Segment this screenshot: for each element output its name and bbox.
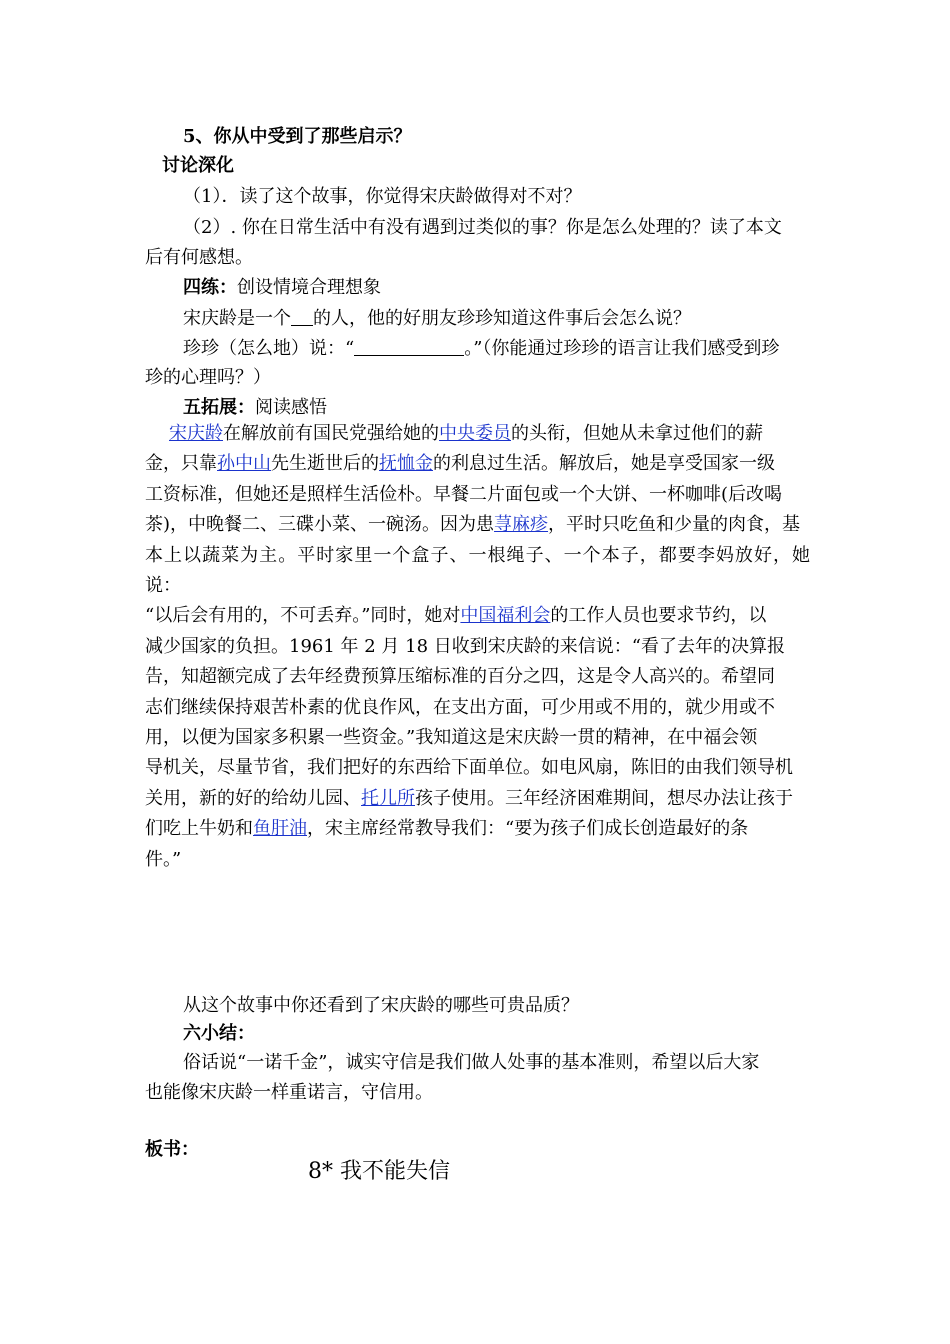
- link-china-welfare[interactable]: 中国福利会: [460, 605, 551, 627]
- expand-label: 五拓展：: [183, 397, 255, 418]
- discuss-question-2: （2）. 你在日常生活中有没有遇到过类似的事？你是怎么处理的？读了本文: [183, 217, 782, 238]
- link-song-qingling[interactable]: 宋庆龄: [169, 423, 223, 444]
- zhenzhen-line: 珍珍（怎么地）说：“ 。”（你能通过珍珍的语言让我们感受到珍: [183, 335, 853, 362]
- expand-line: [183, 395, 853, 421]
- zhenzhen-line-cont: 珍的心理吗？）: [145, 367, 271, 388]
- reading-line: 们吃上牛奶和鱼肝油，宋主席经常教导我们：“要为孩子们成长创造最好的条: [145, 818, 749, 840]
- reading-passage: [145, 419, 810, 875]
- fill-blank-long[interactable]: [354, 335, 464, 356]
- link-central-committee[interactable]: 中央委员: [439, 423, 511, 444]
- practice-line: [183, 275, 853, 301]
- expand-text: 阅读感悟: [255, 397, 327, 418]
- discuss-heading: 讨论深化: [162, 155, 234, 176]
- link-cod-liver-oil[interactable]: 鱼肝油: [253, 818, 307, 840]
- reading-line: 用，以便为国家多积累一些资金。”我知道这是宋庆龄一贯的精神，在中福会领: [145, 727, 758, 749]
- reading-line: 志们继续保持艰苦朴素的优良作风，在支出方面，可少用或不用的，就少用或不: [145, 696, 775, 718]
- reading-line: 宋庆龄在解放前有国民党强给她的中央委员的头衔，但她从未拿过他们的薪: [169, 423, 763, 444]
- link-pension[interactable]: 抚恤金: [379, 453, 433, 475]
- discuss-question-2-cont: 后有何感想。: [145, 247, 253, 268]
- reading-line: 关用，新的好的给幼儿园、托儿所孩子使用。三年经济困难期间，想尽办法让孩于: [145, 787, 793, 809]
- board-label: 板书：: [145, 1139, 199, 1160]
- question-5: 5、你从中受到了那些启示？: [183, 126, 412, 147]
- practice-label: 四练：: [183, 277, 237, 298]
- summary-label: 六小结：: [183, 1023, 255, 1044]
- discuss-question-1: （1）．读了这个故事，你觉得宋庆龄做得对不对？: [183, 186, 582, 207]
- reading-line: 告，知超额完成了去年经费预算压缩标准的百分之四，这是令人高兴的。希望同: [145, 666, 775, 688]
- reading-line: 工资标准，但她还是照样生活俭朴。早餐二片面包或一个大饼、一杯咖啡(后改喝: [145, 483, 783, 505]
- reading-line: 茶)，中晚餐二、三碟小菜、一碗汤。因为患荨麻疹，平时只吃鱼和少量的肉食，基: [145, 514, 801, 536]
- reading-line: 减少国家的负担。1961 年 2 月 18 日收到宋庆龄的来信说：“看了去年的决算报: [145, 635, 785, 657]
- link-nursery[interactable]: 托儿所: [361, 787, 415, 809]
- board-title: 8* 我不能失信: [308, 1159, 450, 1184]
- summary-text-cont: 也能像宋庆龄一样重诺言，守信用。: [145, 1082, 433, 1103]
- link-urticaria[interactable]: 荨麻疹: [494, 514, 549, 536]
- link-sun-yatsen[interactable]: 孙中山: [217, 453, 271, 475]
- reading-line: “以后会有用的，不可丢弃。”同时，她对中国福利会的工作人员也要求节约，以: [145, 605, 767, 627]
- practice-question: 宋庆龄是一个 的人，他的好朋友珍珍知道这件事后会怎么说？: [183, 305, 853, 332]
- fill-blank-short[interactable]: [291, 305, 313, 326]
- reading-line: 本上以蔬菜为主。平时家里一个盒子、一根绳子、一个本子，都要李妈放好，她说：: [145, 544, 810, 597]
- practice-text: 创设情境合理想象: [237, 277, 381, 298]
- reading-line: 件。”: [145, 848, 182, 870]
- quality-question: 从这个故事中你还看到了宋庆龄的哪些可贵品质？: [183, 995, 579, 1016]
- summary-text: 俗话说“一诺千金”，诚实守信是我们做人处事的基本准则，希望以后大家: [183, 1052, 760, 1073]
- reading-line: 导机关，尽量节省，我们把好的东西给下面单位。如电风扇，陈旧的由我们领导机: [145, 757, 793, 779]
- reading-line: 金，只靠孙中山先生逝世后的抚恤金的利息过生活。解放后，她是享受国家一级: [145, 453, 775, 475]
